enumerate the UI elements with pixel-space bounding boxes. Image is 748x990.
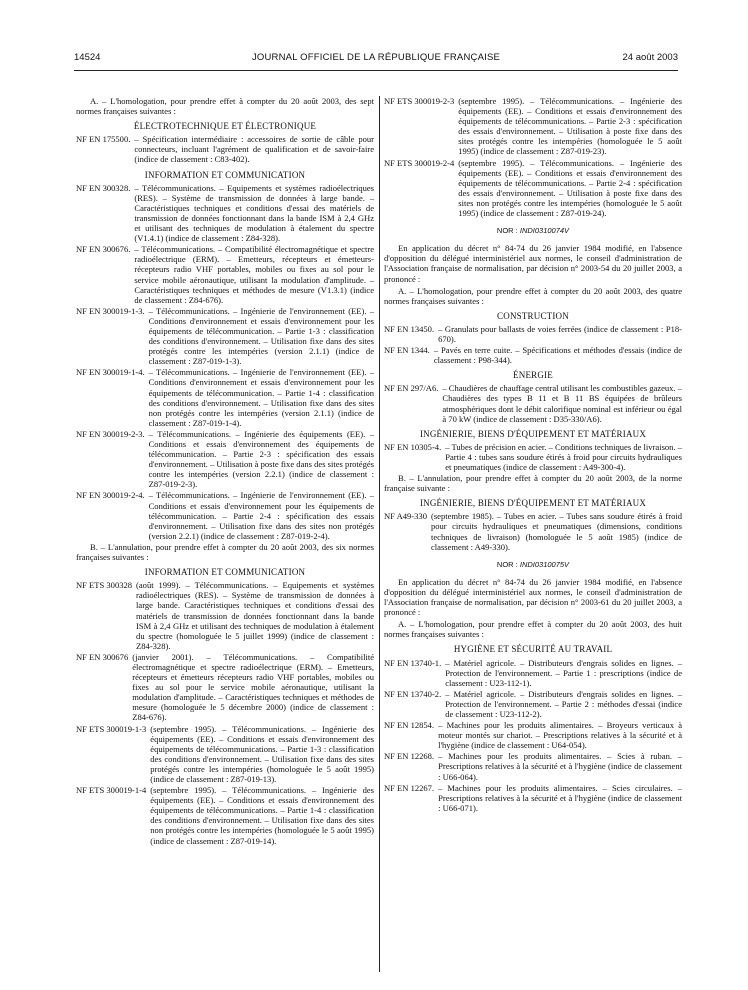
standard-entry (76, 429, 374, 490)
nor-reference (384, 226, 682, 236)
standard-entry (384, 442, 682, 472)
standard-text: – Granulats pour ballasts de voies ferrées (indice de classement : P18-670). (438, 323, 682, 344)
standard-text: – Télécommunications. – Ingénierie des équipements (EE). – Conditions et essais d'environnement des équipements de télécommunication. – Partie 2-3 : spécification des essais d'environnement. – Utilisation à poste fixe dans des sites protégés contre les intempéries (version 2.2.1) (indice de classement : Z87-019-2-3). (148, 428, 374, 490)
standard-ref: NF EN 10305-4. (384, 441, 442, 452)
standard-entry (384, 783, 682, 813)
standard-ref: NF ETS 300019-1-4 (76, 785, 147, 796)
standard-text: (septembre 1995). – Télécommunications. – Ingénierie des équipements (EE). – Conditions et essais d'environnement des équipements de télécommunications. – Partie 2-4 : spécification des essais d'environnement. – Utilisation à poste fixe dans des sites non protégés contre les intempéries (homologuée le 5 août 1995) (indice de classement : Z87-019-24). (458, 157, 682, 219)
standard-ref: NF EN 13740-1. (384, 657, 442, 668)
paragraph: A. – L'homologation, pour prendre effet à compter du 20 août 2003, des sept normes françaises suivantes : (76, 96, 374, 117)
section-heading: INGÉNIERIE, BIENS D'ÉQUIPEMENT ET MATÉRIAUX (419, 498, 647, 509)
standard-ref: NF EN 13450. (384, 323, 435, 334)
paragraph: B. – L'annulation, pour prendre effet à compter du 20 août 2003, des six normes françaises suivantes : (76, 541, 374, 563)
standard-ref: NF EN 13740-2. (384, 688, 442, 699)
section-heading: INFORMATION ET COMMUNICATION (144, 567, 306, 578)
standard-text: – Chaudières de chauffage central utilisant les combustibles gazeux. – Chaudières des types B 11 et B 11 BS équipées de brûleurs atmosphériques dont le débit calorifique nominal est inférieur ou égal à 70 kW (indice de classement : D35-330/A6). (442, 383, 682, 424)
standard-entry (76, 652, 374, 723)
standard-entry (76, 785, 374, 846)
standard-ref: NF EN 297/A6. (384, 383, 439, 394)
nor-reference (384, 560, 682, 570)
standard-text: – Machines pour les produits alimentaires. – Scies circulaires. – Prescriptions relatives à la sécurité et à l'hygiène (indice de classement : U66-071). (438, 782, 682, 813)
nor-label: NOR : (496, 559, 518, 569)
standard-ref: NF EN 1344. (384, 345, 430, 356)
standard-text: (janvier 2001). – Télécommunications. – Compatibilité électromagnétique et spectre radioélectrique (ERM). – Emetteurs, récepteurs et émetteurs récepteurs radio VHF portables, mobiles ou fixes au sol pour le service mobile aéronautique, utilisant la modulation d'amplitude. – Caractéristiques techniques et méthodes de mesure (homologuée le 5 décembre 2000) (indice de classement : Z84-676). (132, 651, 374, 723)
standard-entry (76, 183, 374, 244)
section-heading: CONSTRUCTION (497, 310, 569, 321)
standard-text: – Pavés en terre cuite. – Spécifications et méthodes d'essais (indice de classement : P98-344). (433, 345, 682, 366)
standard-text: (septembre 1985). – Tubes en acier. – Tubes sans soudure étirés à froid pour circuits hydrauliques et pneumatiques (dimensions, conditions techniques de livraison) (homologuée le 5 août 1985) (indice de classement : A49-330). (430, 511, 682, 552)
section-heading: ÉLECTROTECHNIQUE ET ÉLECTRONIQUE (133, 121, 317, 132)
standard-text: – Matériel agricole. – Distributeurs d'engrais solides en lignes. – Protection de l'environnement. – Partie 1 : prescriptions (indice de classement : U23-112-1). (445, 657, 682, 688)
standard-entry (384, 345, 682, 365)
standard-entry (76, 490, 374, 540)
standard-ref: NF EN 175500. (76, 134, 131, 145)
standard-entry (384, 383, 682, 423)
standard-ref: NF EN 12854. (384, 720, 435, 731)
standard-text: (septembre 1995). – Télécommunications. – Ingénierie des équipements (EE). – Conditions et essais d'environnement des équipements de télécommunications. – Partie 1-3 : classification des conditions d'environnement. – Utilisation fixe dans des sites protégés contre les intempéries (homologuée le 5 août 1995) (indice de classement : Z87-019-13). (150, 723, 374, 784)
standard-ref: NF ETS 300019-2-3 (384, 96, 455, 106)
standard-ref: NF EN 300676 (76, 651, 129, 662)
standard-ref: NF EN 300676. (76, 244, 131, 255)
paragraph: A. – L'homologation, pour prendre effet à compter du 20 août 2003, des huit normes françaises suivantes : (384, 619, 682, 640)
standard-text: – Télécommunications. – Equipements et systèmes radioélectriques (RES). – Système de transmission de données à large bande. – Caractéristiques techniques et conditions d'essai des matériels de transmission de données fonctionnant dans la bande ISM à 2,4 GHz et utilisant des techniques de modulation à étalement du spectre (V1.4.1) (indice de classement : Z84-328). (134, 182, 374, 244)
section-heading: ÉNERGIE (513, 370, 553, 381)
standard-entry (384, 324, 682, 344)
standard-entry (76, 580, 374, 651)
standard-ref: NF ETS 300019-2-4 (384, 157, 455, 168)
standard-entry (76, 244, 374, 305)
standard-text: – Matériel agricole. – Distributeurs d'engrais solides en lignes. – Protection de l'environnement. – Partie 2 : méthodes d'essai (indice de classement : U23-112-2). (445, 688, 682, 719)
standard-text: – Spécification intermédiaire : accessoires de sortie de câble pour connecteurs, incluant l'agrément de qualification et de savoir-faire (indice de classement : C83-402). (134, 134, 374, 165)
standard-text: – Télécommunications. – Compatibilité électromagnétique et spectre radioélectrique (ERM). – Emetteurs, récepteurs et émetteurs-récepteurs radio VHF portables, mobiles ou fixes au sol pour le service mobile aéronautique, utilisant la modulation d'amplitude. – Caractéristiques techniques et méthodes de mesure (V1.3.1) (indice de classement : Z84-676). (134, 244, 374, 305)
section-heading: INFORMATION ET COMMUNICATION (144, 169, 306, 180)
page-number: 14524 (74, 52, 101, 63)
paragraph: En application du décret n° 84-74 du 26 janvier 1984 modifié, en l'absence d'opposition du délégué interministériel aux normes, le conseil d'administration de l'Association française de normalisation, par décision n° 2003-54 du 20 juillet 2003, a prononcé : (384, 243, 682, 284)
standard-entry (384, 751, 682, 781)
standard-entry (76, 367, 374, 428)
issue-date: 24 août 2003 (622, 52, 678, 63)
standard-ref: NF EN 12267. (384, 782, 435, 793)
standard-entry (76, 306, 374, 367)
standard-entry (76, 134, 374, 164)
nor-code: INDI0310075V (519, 559, 570, 569)
standard-text: – Machines pour les produits alimentaires. – Scies à ruban. – Prescriptions relatives à la sécurité et à l'hygiène (indice de classement : U66-064). (438, 751, 682, 782)
standard-entry (76, 724, 374, 785)
header-rule (74, 70, 678, 71)
standard-entry (384, 511, 682, 551)
standard-text: (août 1999). – Télécommunications. – Equipements et systèmes radioélectriques (RES). – Système de transmission de données à large bande. Caractéristiques techniques et conditions d'essai des matériels de transmission de données fonctionnant dans la bande ISM à 2,4 GHz et utilisant des techniques de modulation à étalement du spectre (homologuée le 5 juillet 1999) (indice de classement : Z84-328). (136, 580, 374, 651)
paragraph: B. – L'annulation, pour prendre effet à compter du 20 août 2003, de la norme française suivante : (384, 473, 682, 494)
standard-ref: NF EN 300019-2-4. (76, 490, 145, 501)
page-header (74, 52, 678, 68)
left-column (76, 96, 374, 847)
nor-code: INDI0310074V (519, 226, 570, 236)
standard-text: – Machines pour les produits alimentaires. – Broyeurs verticaux à moteur montés sur chariot. – Prescriptions relatives à la sécurité et à l'hygiène (indice de classement : U64-054). (438, 720, 682, 751)
standard-text: – Télécommunications. – Ingénierie de l'environnement (EE). – Conditions et essais d'environnement pour les équipements de télécommunication. – Partie 2-4 : spécification des essais d'environnement. – Utilisation fixe dans des sites non protégés (version 2.2.1) (indice de classement : Z87-019-2-4). (148, 490, 374, 541)
standard-entry (384, 720, 682, 750)
standard-ref: NF EN 300328. (76, 182, 131, 193)
standard-text: – Télécommunications. – Ingénierie de l'environnement (EE). – Conditions d'environnement et essais d'environnement pour les équipements de télécommunication. – Partie 1-4 : classification des conditions d'environnement. – Utilisation fixe dans des sites non protégés contre les intempéries (version 2.1.1) (indice de classement : Z87-019-1-4). (148, 367, 374, 428)
paragraph: En application du décret n° 84-74 du 26 janvier 1984 modifié, en l'absence d'opposition du délégué interministériel aux normes, le conseil d'administration de l'Association française de normalisation, par décision n° 2003-61 du 20 juillet 2003, a prononcé : (384, 576, 682, 618)
standard-entry (384, 96, 682, 157)
paragraph: A. – L'homologation, pour prendre effet à compter du 20 août 2003, des quatre normes françaises suivantes : (384, 285, 682, 306)
standard-ref: NF EN 300019-1-3. (76, 305, 145, 316)
section-heading: HYGIÈNE ET SÉCURITÉ AU TRAVAIL (453, 644, 613, 655)
standard-ref: NF EN 12268. (384, 751, 435, 762)
standard-entry (384, 658, 682, 688)
standard-text: – Télécommunications. – Ingénierie de l'environnement (EE). – Conditions d'environnement et essais d'environnement pour les équipements de télécommunication. – Partie 1-3 : classification des conditions d'environnement. – Utilisation fixe dans des sites protégés contre les intempéries (version 2.1.1) (indice de classement : Z87-019-1-3). (148, 305, 374, 367)
journal-title: JOURNAL OFFICIEL DE LA RÉPUBLIQUE FRANÇAISE (251, 52, 501, 63)
standard-entry (384, 689, 682, 719)
column-divider (379, 96, 380, 972)
standard-entry (384, 158, 682, 219)
standard-text: (septembre 1995). – Télécommunications. – Ingénierie des équipements (EE). – Conditions et essais d'environnement des équipements de télécommunications. – Partie 1-4 : classification des conditions d'environnement. – Utilisation fixe dans des sites non protégés contre les intempéries (homologuée le 5 août 1995) (indice de classement : Z87-019-14). (150, 785, 374, 846)
nor-label: NOR : (496, 226, 518, 236)
standard-text: – Tubes de précision en acier. – Conditions techniques de livraison. – Partie 4 : tubes sans soudure étirés à froid pour circuits hydrauliques et pneumatiques (indice de classement : A49-300-4). (445, 441, 682, 472)
standard-ref: NF EN 300019-1-4. (76, 367, 145, 378)
standard-ref: NF EN 300019-2-3. (76, 428, 145, 439)
standard-ref: NF ETS 300328 (76, 580, 133, 591)
standard-ref: NF ETS 300019-1-3 (76, 723, 147, 734)
right-column (384, 96, 682, 814)
standard-ref: NF A49-330 (384, 511, 427, 522)
section-heading: INGÉNIERIE, BIENS D'ÉQUIPEMENT ET MATÉRIAUX (419, 428, 647, 439)
standard-text: (septembre 1995). – Télécommunications. – Ingénierie des équipements (EE). – Conditions et essais d'environnement des équipements de télécommunications. – Partie 2-3 : spécification des essais d'environnement. – Utilisation à poste fixe dans des sites protégés contre les intempéries (homologuée le 5 août 1995) (indice de classement : Z87-019-23). (458, 96, 682, 157)
